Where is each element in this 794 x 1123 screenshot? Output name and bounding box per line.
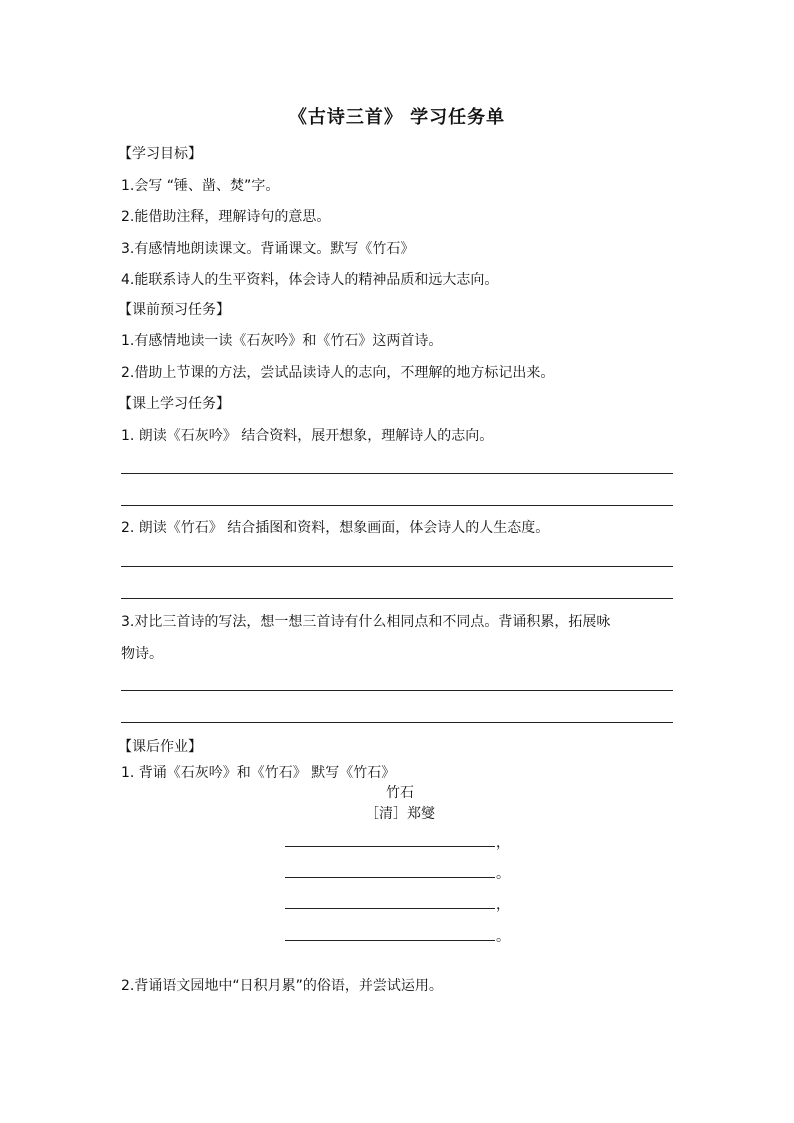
poem-author: ［清］郑燮 (365, 806, 435, 822)
answer-line[interactable] (121, 566, 673, 567)
preview-heading: 【课前预习任务】 (118, 302, 230, 318)
homework-heading: 【课后作业】 (118, 739, 202, 755)
poem-punctuation: 。 (496, 929, 510, 945)
answer-line[interactable] (121, 505, 673, 506)
objective-item: 2.能借助注释，理解诗句的意思。 (121, 209, 331, 225)
inclass-item: 2. 朗读《竹石》 结合插图和资料，想象画面，体会诗人的人生态度。 (121, 520, 550, 536)
preview-item: 1.有感情地读一读《石灰吟》和《竹石》这两首诗。 (121, 333, 443, 349)
objectives-heading: 【学习目标】 (118, 146, 202, 162)
inclass-item: 3.对比三首诗的写法，想一想三首诗有什么相同点和不同点。背诵积累，拓展咏 (121, 614, 611, 630)
homework-item: 2.背诵语文园地中“日积月累”的俗语，并尝试运用。 (121, 978, 443, 994)
poem-punctuation: ， (496, 897, 510, 913)
objective-item: 1.会写 “锤、凿、焚”字。 (121, 178, 280, 194)
preview-item: 2.借助上节课的方法，尝试品读诗人的志向，不理解的地方标记出来。 (121, 365, 555, 381)
answer-line[interactable] (121, 722, 673, 723)
answer-line[interactable] (121, 473, 673, 474)
answer-line[interactable] (121, 598, 673, 599)
objective-item: 3.有感情地朗读课文。背诵课文。默写《竹石》 (121, 241, 415, 257)
poem-title: 竹石 (386, 785, 414, 801)
inclass-item: 1. 朗读《石灰吟》 结合资料，展开想象，理解诗人的志向。 (121, 428, 494, 444)
objective-item: 4.能联系诗人的生平资料，体会诗人的精神品质和远大志向。 (121, 272, 499, 288)
poem-blank-line[interactable] (285, 877, 495, 878)
answer-line[interactable] (121, 690, 673, 691)
page-title: 《古诗三首》 学习任务单 (288, 107, 506, 128)
poem-punctuation: 。 (496, 866, 510, 882)
poem-blank-line[interactable] (285, 940, 495, 941)
homework-item: 1. 背诵《石灰吟》和《竹石》 默写《竹石》 (121, 765, 396, 781)
poem-blank-line[interactable] (285, 908, 495, 909)
inclass-item-continued: 物诗。 (121, 646, 163, 662)
poem-punctuation: ， (496, 835, 510, 851)
inclass-heading: 【课上学习任务】 (118, 396, 230, 412)
poem-blank-line[interactable] (285, 846, 495, 847)
